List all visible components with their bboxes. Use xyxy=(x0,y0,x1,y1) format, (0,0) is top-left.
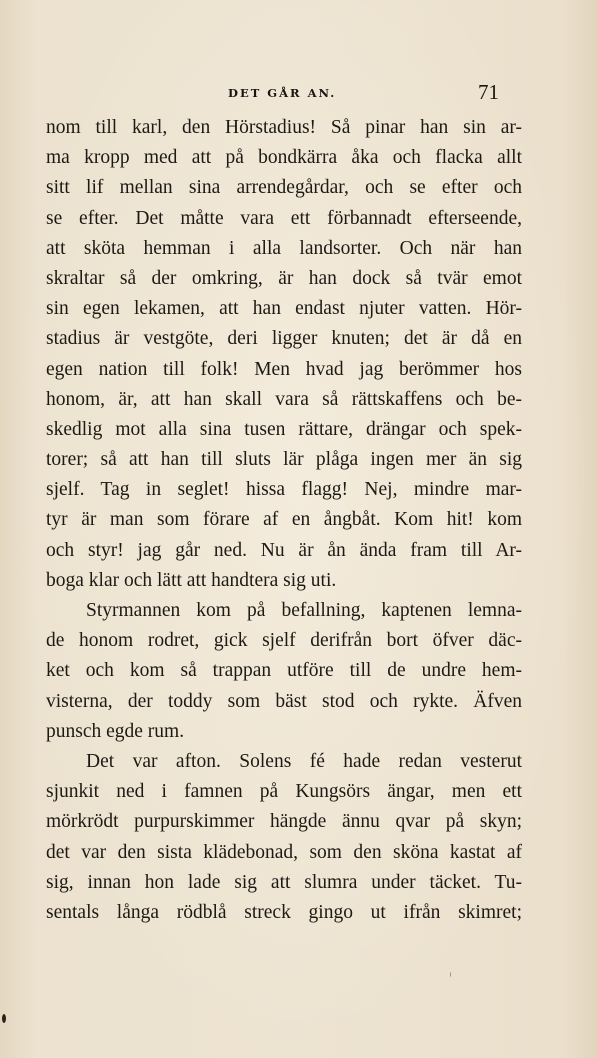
text-line: och styr! jag går ned. Nu är ån ända fram till Ar- xyxy=(46,539,522,561)
text-line: egen nation till folk! Men hvad jag berömmer hos xyxy=(46,358,522,380)
text-line: Det var afton. Solens fé hade redan vesterut xyxy=(86,750,522,772)
running-title: DET GÅR AN. xyxy=(228,86,337,100)
text-line: mörkrödt purpurskimmer hängde ännu qvar på skyn; xyxy=(46,811,522,833)
text-line: sjelf. Tag in seglet! hissa flagg! Nej, mindre mar- xyxy=(46,479,522,501)
text-line: boga klar och lätt att handtera sig uti. xyxy=(46,569,337,591)
text-line: visterna, der toddy som bäst stod och rykte. Äfven xyxy=(46,690,522,712)
text-line: skedlig mot alla sina tusen rättare, drängar och spek- xyxy=(46,418,522,440)
text-line: ket och kom så trappan utföre till de undre hem- xyxy=(46,660,522,682)
text-line: ma kropp med att på bondkärra åka och flacka allt xyxy=(46,147,522,169)
text-line: torer; så att han till sluts lär plåga ingen mer än sig xyxy=(46,449,522,471)
text-line: stadius är vestgöte, deri ligger knuten; det är då en xyxy=(46,328,522,350)
text-line: Styrmannen kom på befallning, kaptenen lemna- xyxy=(86,600,522,621)
text-line: se efter. Det måtte vara ett förbannadt efterseende, xyxy=(46,207,522,229)
text-line: skraltar så der omkring, är han dock så tvär emot xyxy=(46,267,522,289)
text-line: att sköta hemman i alla landsorter. Och när han xyxy=(46,237,522,259)
text-line: honom, är, att han skall vara så rättskaffens och be- xyxy=(46,388,522,410)
paper-speck xyxy=(2,1014,6,1023)
text-line: tyr är man som förare af en ångbåt. Kom hit! kom xyxy=(46,509,522,531)
paragraph-3 xyxy=(46,747,522,928)
text-line: sin egen lekamen, att han endast njuter vatten. Hör- xyxy=(46,298,522,320)
text-line: sentals långa rödblå streck gingo ut ifrån skimret; xyxy=(46,901,522,923)
text-line: sjunkit ned i famnen på Kungsörs ängar, men ett xyxy=(46,781,522,803)
text-line: punsch egde rum. xyxy=(46,720,185,742)
text-line: nom till karl, den Hörstadius! Så pinar han sin ar- xyxy=(46,117,522,138)
text-line: sitt lif mellan sina arrendegårdar, och se efter och xyxy=(46,177,522,199)
paragraph-1 xyxy=(46,113,522,596)
text-line: sig, innan hon lade sig att slumra under täcket. Tu- xyxy=(46,871,522,893)
text-line: de honom rodret, gick sjelf derifrån bort öfver däc- xyxy=(46,630,522,652)
text-line: det var den sista klädebonad, som den sköna kastat af xyxy=(46,841,522,863)
paragraph-2 xyxy=(46,596,522,747)
paper-speck xyxy=(450,972,451,977)
body-text xyxy=(46,113,522,928)
page-number: 71 xyxy=(478,80,499,104)
